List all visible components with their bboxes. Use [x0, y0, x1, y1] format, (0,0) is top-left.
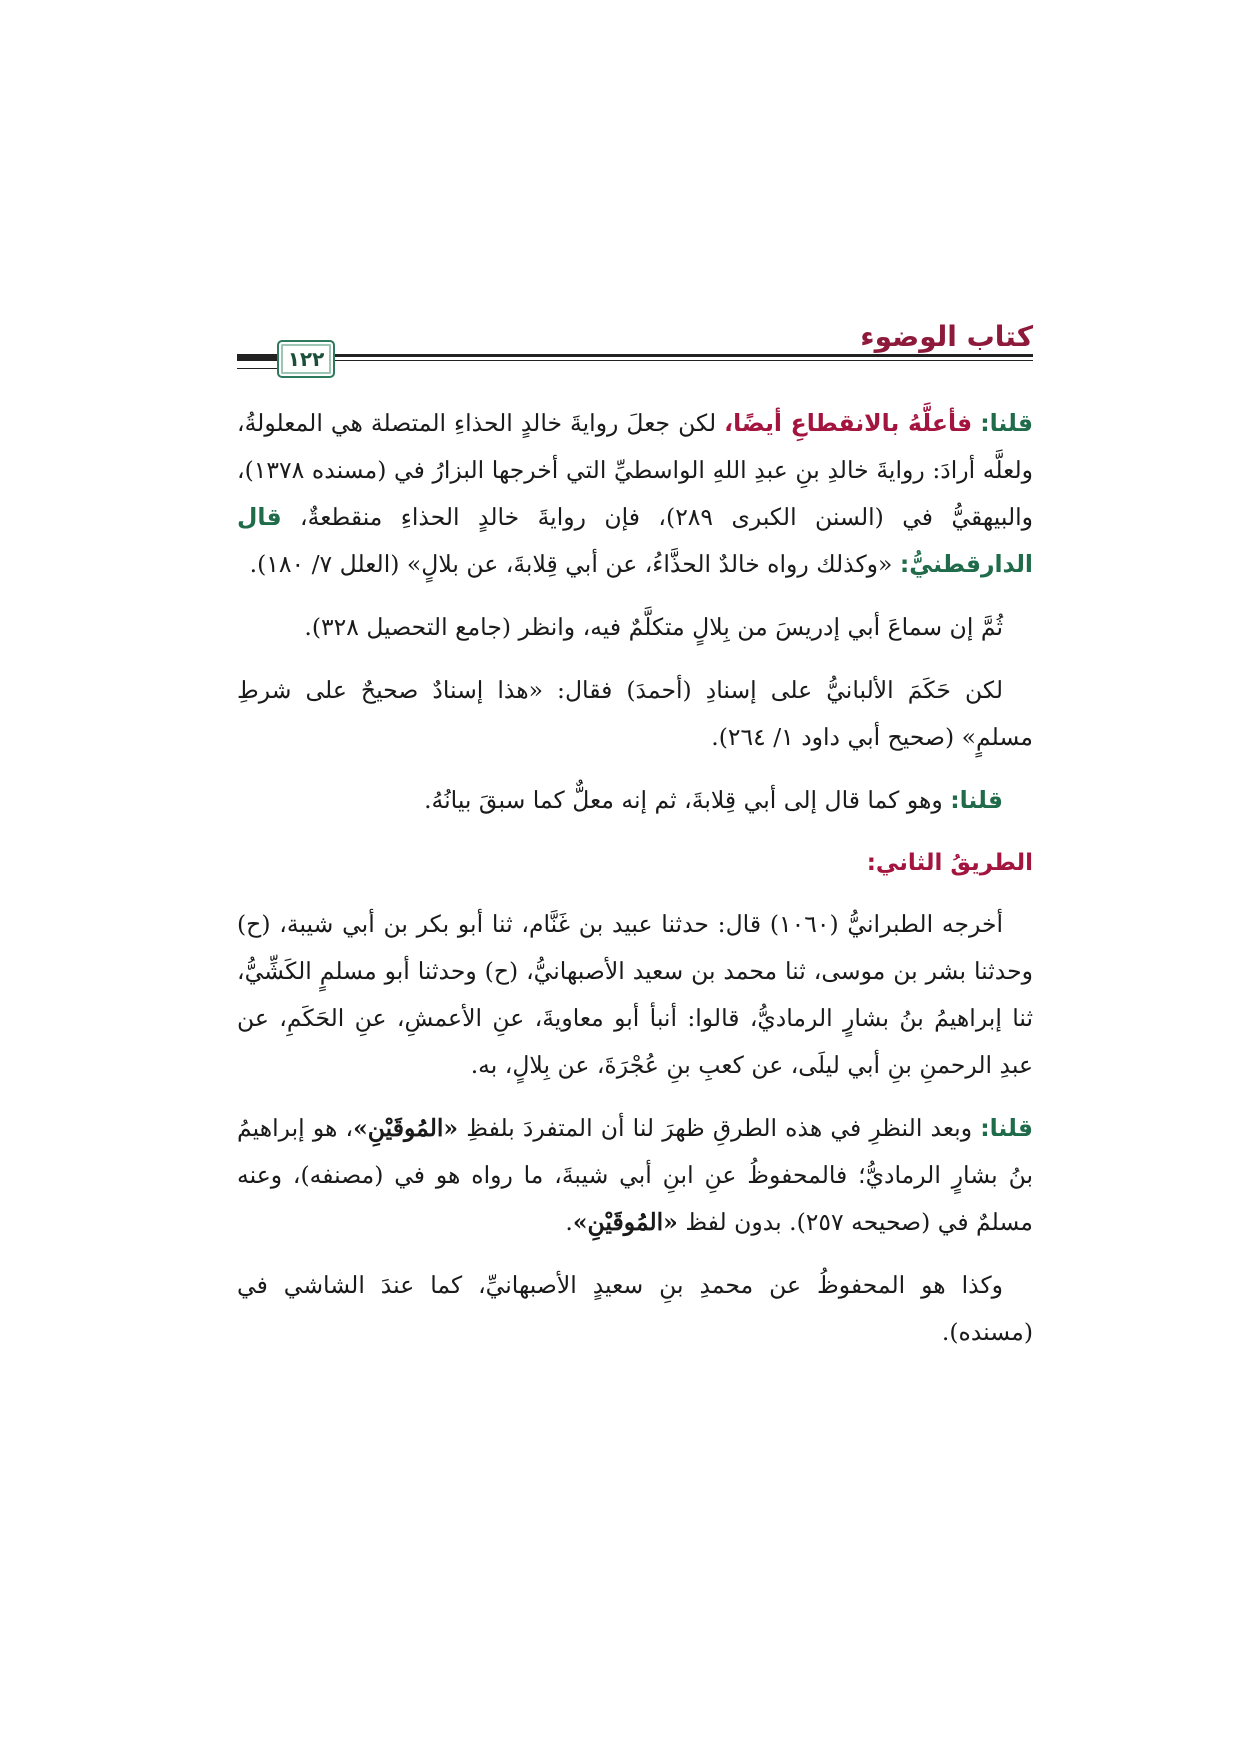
- paragraph-2-text: ثُمَّ إن سماعَ أبي إدريسَ من بِلالٍ متكلَّمٌ فيه، وانظر (جامع التحصيل ٣٢٨).: [304, 613, 1003, 641]
- page-header: [237, 312, 1033, 382]
- paragraph-4: [237, 777, 1033, 824]
- paragraph-6-text-b: ، هو إبراهيمُ بنُ بشارٍ الرماديُّ؛ فالمحفوظُ عنِ ابنِ أبي شيبةَ، ما رواه هو في (مصنفه)، وعنه مسلمٌ في (صحيحه ٢٥٧). بدون لفظ: [237, 1114, 1033, 1236]
- paragraph-7: [237, 1262, 1033, 1356]
- label-qulna: قلنا:: [980, 409, 1033, 437]
- paragraph-1-text-a: لكن جعلَ روايةَ خالدٍ الحذاءِ المتصلة هي المعلولةُ، ولعلَّه أرادَ: روايةَ خالدِ بنِ عبدِ اللهِ الواسطيِّ التي أخرجها البزارُ في (مسنده ١٣٧٨)، والبيهقيُّ في (السنن الكبرى ٢٨٩)، فإن روايةَ خالدٍ الحذاءِ منقطعةٌ،: [237, 409, 1033, 531]
- paragraph-6-text-a: وبعد النظرِ في هذه الطرقِ ظهرَ لنا أن المتفردَ بلفظِ: [466, 1114, 973, 1142]
- page-number: ١٢٢: [287, 347, 325, 371]
- paragraph-6: [237, 1105, 1033, 1246]
- paragraph-5-text: أخرجه الطبرانيُّ (١٠٦٠) قال: حدثنا عبيد بن غَنَّام، ثنا أبو بكر بن أبي شيبة، (ح) وحدثنا بشر بن موسى، ثنا محمد بن سعيد الأصبهانيُّ، (ح) وحدثنا أبو مسلمٍ الكَشِّيُّ، ثنا إبراهيمُ بنُ بشارٍ الرماديُّ، قالوا: أنبأ أبو معاويةَ، عنِ الأعمشِ، عنِ الحَكَمِ، عن عبدِ الرحمنِ بنِ أبي ليلَى، عن كعبِ بنِ عُجْرَةَ، عن بِلالٍ، به.: [237, 910, 1033, 1079]
- page-body: [237, 400, 1033, 1372]
- label-daraqutni: قال الدارقطنيُّ:: [237, 503, 1033, 578]
- paragraph-6-text-c: .: [565, 1208, 573, 1236]
- label-qulna: قلنا:: [950, 786, 1003, 814]
- highlight-phrase: فأعلَّهُ بالانقطاعِ أيضًا،: [724, 409, 973, 437]
- paragraph-7-text: وكذا هو المحفوظُ عن محمدِ بنِ سعيدٍ الأصبهانيِّ، كما عندَ الشاشي في (مسنده).: [237, 1271, 1033, 1346]
- paragraph-4-text: وهو كما قال إلى أبي قِلابةَ، ثم إنه معلٌّ كما سبقَ بيانُهُ.: [424, 786, 943, 814]
- header-rule-thick: [237, 354, 1033, 357]
- paragraph-3-text: لكن حَكَمَ الألبانيُّ على إسنادِ (أحمدَ) فقال: «هذا إسنادٌ صحيحٌ على شرطِ مسلمٍ» (صحيح أبي داود ١/ ٢٦٤).: [237, 676, 1033, 751]
- bold-term-2: «المُوقَيْنِ»: [572, 1208, 678, 1236]
- page-number-badge: [277, 340, 335, 378]
- paragraph-1: [237, 400, 1033, 588]
- label-qulna: قلنا:: [980, 1114, 1033, 1142]
- paragraph-3: [237, 667, 1033, 761]
- bold-term-1: «المُوقَيْنِ»: [353, 1114, 459, 1142]
- section-heading: الطريقُ الثاني:: [866, 850, 1033, 876]
- book-title: كتاب الوضوء: [860, 320, 1033, 353]
- paragraph-2: [237, 604, 1033, 651]
- header-rule-thin: [237, 360, 1033, 361]
- badge-rule-left: [237, 357, 277, 369]
- paragraph-5: [237, 901, 1033, 1089]
- paragraph-1-text-b: «وكذلك رواه خالدٌ الحذَّاءُ، عن أبي قِلابةَ، عن بلالٍ» (العلل ٧/ ١٨٠).: [249, 550, 893, 578]
